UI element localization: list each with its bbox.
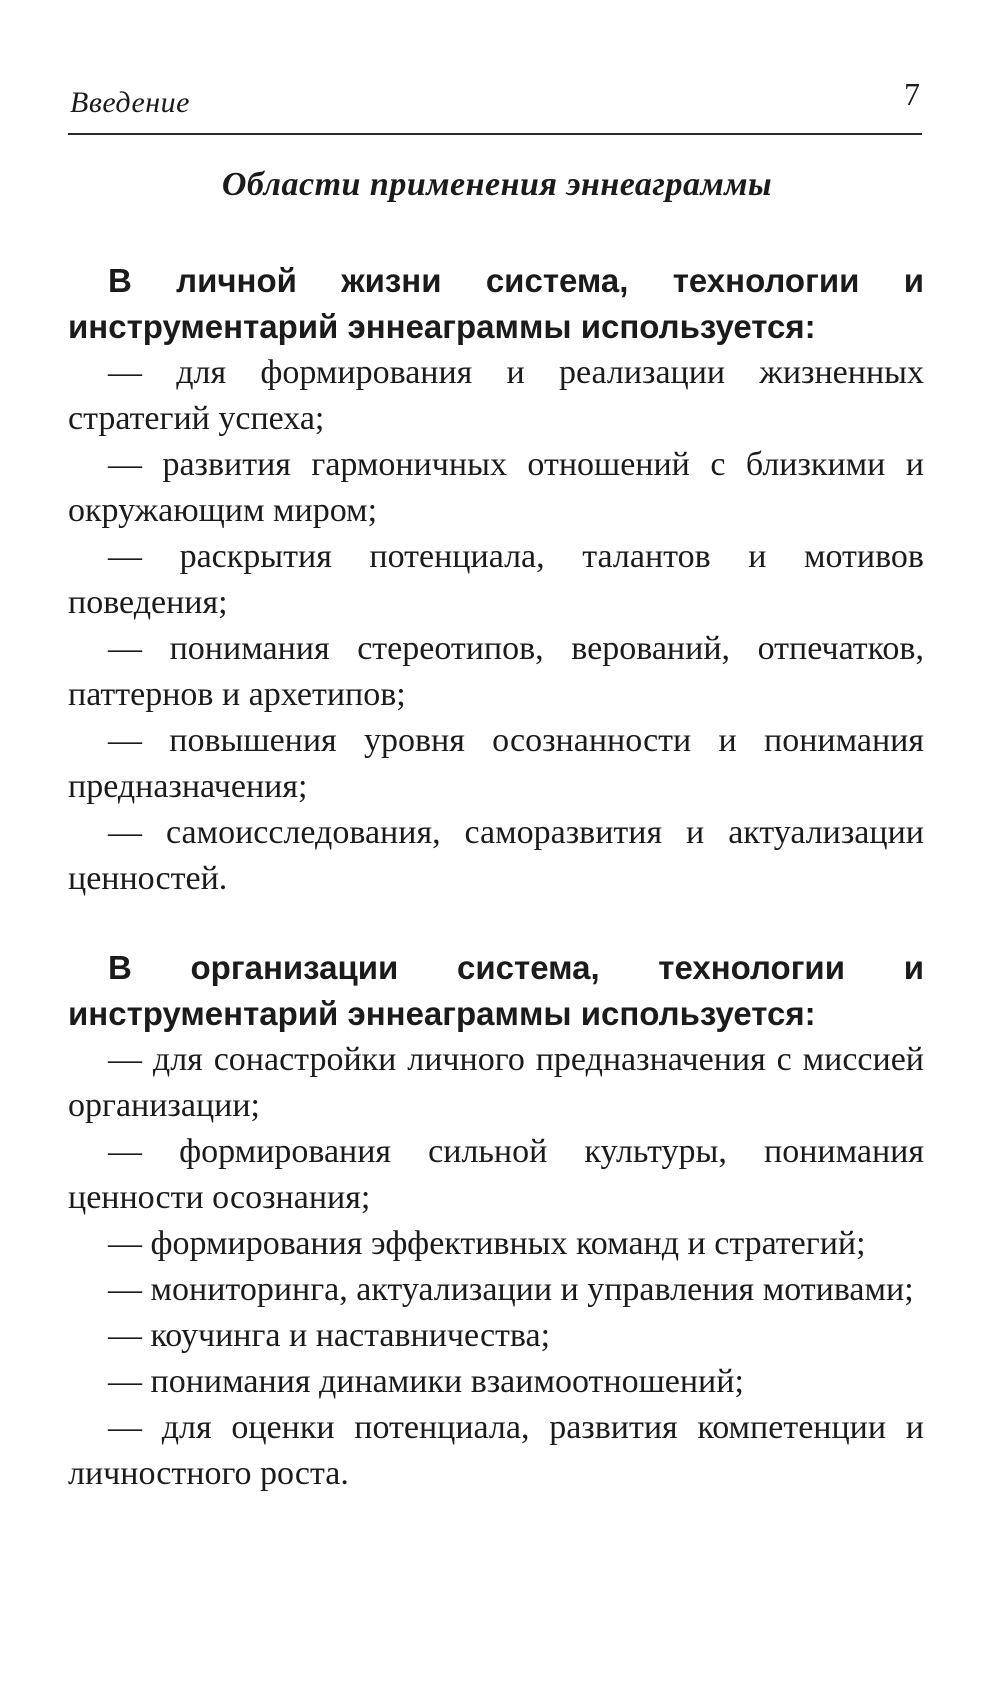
section-lead: В личной жизни система, технологии и инструментарий эннеаграммы используется: <box>68 262 924 345</box>
header-rule <box>68 133 922 135</box>
usage-list <box>68 350 924 902</box>
list-item: — формирования сильной культуры, понимания ценности осознания; <box>68 1133 924 1216</box>
list-item: — формирования эффективных команд и стратегий; <box>108 1225 866 1262</box>
list-item: — для сонастройки личного предназначения с миссией организации; <box>68 1041 924 1124</box>
section-title: Области применения эннеаграммы <box>221 166 773 203</box>
list-item: — понимания стереотипов, верований, отпечатков, паттернов и архетипов; <box>68 630 924 713</box>
list-item: — развития гармоничных отношений с близкими и окружающим миром; <box>68 446 924 529</box>
usage-list <box>68 1037 924 1497</box>
section-lead: В организации система, технологии и инструментарий эннеаграммы используется: <box>68 949 924 1032</box>
page-number: 7 <box>904 76 920 112</box>
list-item: — коучинга и наставничества; <box>108 1317 551 1354</box>
list-item: — понимания динамики взаимоотношений; <box>108 1363 744 1400</box>
list-item: — для оценки потенциала, развития компетенции и личностного роста. <box>68 1409 924 1492</box>
list-item: — мониторинга, актуализации и управления мотивами; <box>108 1271 914 1308</box>
organization-section <box>68 945 924 1497</box>
list-item: — раскрытия потенциала, талантов и мотивов поведения; <box>68 538 924 621</box>
list-item: — повышения уровня осознанности и понимания предназначения; <box>68 722 924 805</box>
list-item: — для формирования и реализации жизненных стратегий успеха; <box>68 354 924 437</box>
list-item: — самоисследования, саморазвития и актуализации ценностей. <box>68 814 924 897</box>
running-head: Введение <box>70 86 190 119</box>
personal-life-section <box>68 258 924 902</box>
